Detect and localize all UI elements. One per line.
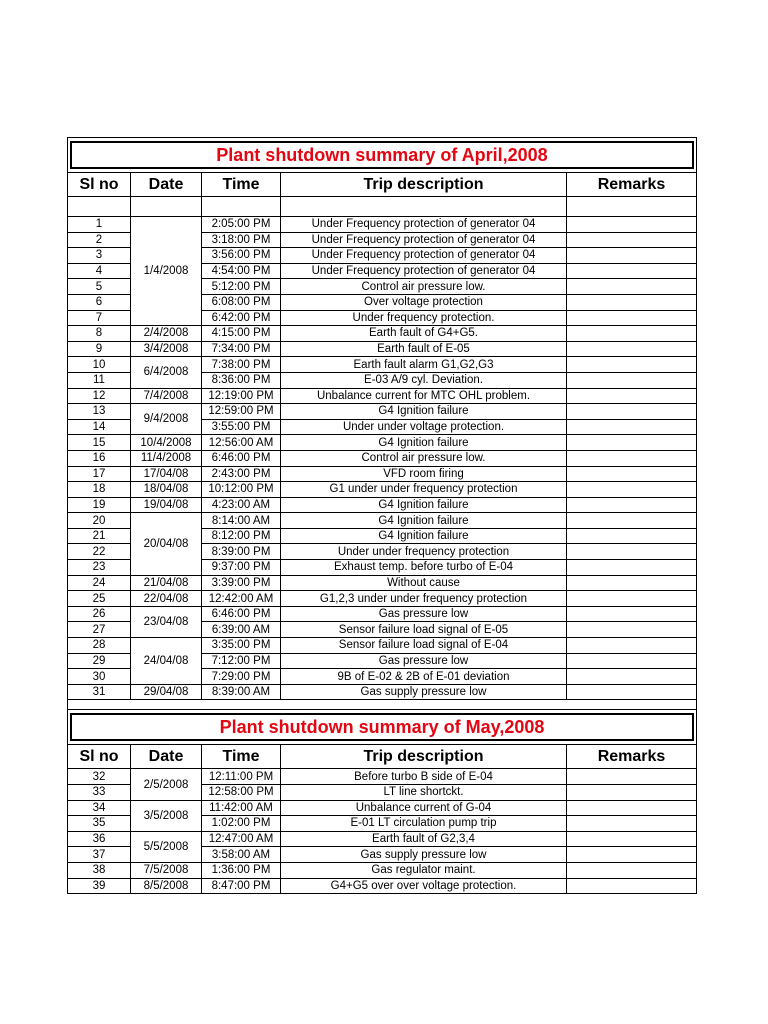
time-cell: 3:35:00 PM bbox=[202, 638, 281, 654]
date-cell: 23/04/08 bbox=[131, 606, 202, 637]
trip-description-cell: Unbalance current for MTC OHL problem. bbox=[281, 388, 567, 404]
time-cell: 7:38:00 PM bbox=[202, 357, 281, 373]
remarks-cell bbox=[567, 785, 697, 801]
table-row bbox=[68, 404, 697, 420]
sl-no-cell: 7 bbox=[68, 310, 131, 326]
remarks-cell bbox=[567, 294, 697, 310]
column-header-trip-description: Trip description bbox=[281, 745, 567, 769]
sl-no-cell: 18 bbox=[68, 482, 131, 498]
trip-description-cell: Gas pressure low bbox=[281, 606, 567, 622]
trip-description-cell: Under frequency protection. bbox=[281, 310, 567, 326]
date-cell: 22/04/08 bbox=[131, 591, 202, 607]
trip-description-cell: G4 Ignition failure bbox=[281, 435, 567, 451]
table-row bbox=[68, 606, 697, 622]
trip-description-cell: Gas pressure low bbox=[281, 653, 567, 669]
column-header-row bbox=[68, 745, 697, 769]
section-gap-row bbox=[68, 700, 697, 710]
sl-no-cell: 28 bbox=[68, 638, 131, 654]
table-row bbox=[68, 575, 697, 591]
time-cell: 7:29:00 PM bbox=[202, 669, 281, 685]
remarks-cell bbox=[567, 769, 697, 785]
table-row bbox=[68, 217, 697, 233]
sl-no-cell: 24 bbox=[68, 575, 131, 591]
table-row bbox=[68, 513, 697, 529]
column-header-sl-no: Sl no bbox=[68, 173, 131, 197]
sl-no-cell: 15 bbox=[68, 435, 131, 451]
sl-no-cell: 4 bbox=[68, 263, 131, 279]
time-cell: 8:14:00 AM bbox=[202, 513, 281, 529]
time-cell: 8:47:00 PM bbox=[202, 878, 281, 894]
column-header-remarks: Remarks bbox=[567, 173, 697, 197]
table-row bbox=[68, 466, 697, 482]
time-cell: 3:18:00 PM bbox=[202, 232, 281, 248]
sl-no-cell: 2 bbox=[68, 232, 131, 248]
date-cell: 19/04/08 bbox=[131, 497, 202, 513]
section-title: Plant shutdown summary of April,2008 bbox=[216, 145, 548, 165]
remarks-cell bbox=[567, 622, 697, 638]
remarks-cell bbox=[567, 800, 697, 816]
section-title-row bbox=[68, 138, 697, 173]
time-cell: 4:23:00 AM bbox=[202, 497, 281, 513]
sl-no-cell: 5 bbox=[68, 279, 131, 295]
spacer-row bbox=[68, 197, 697, 217]
time-cell: 9:37:00 PM bbox=[202, 560, 281, 576]
trip-description-cell: Gas supply pressure low bbox=[281, 684, 567, 700]
date-cell: 9/4/2008 bbox=[131, 404, 202, 435]
date-cell: 8/5/2008 bbox=[131, 878, 202, 894]
trip-description-cell: G1,2,3 under under frequency protection bbox=[281, 591, 567, 607]
date-cell: 5/5/2008 bbox=[131, 831, 202, 862]
time-cell: 7:34:00 PM bbox=[202, 341, 281, 357]
table-row bbox=[68, 769, 697, 785]
sl-no-cell: 19 bbox=[68, 497, 131, 513]
sl-no-cell: 6 bbox=[68, 294, 131, 310]
trip-description-cell: G4 Ignition failure bbox=[281, 513, 567, 529]
table-row bbox=[68, 497, 697, 513]
time-cell: 8:12:00 PM bbox=[202, 528, 281, 544]
remarks-cell bbox=[567, 847, 697, 863]
date-cell: 3/5/2008 bbox=[131, 800, 202, 831]
spacer-cell bbox=[567, 197, 697, 217]
table-row bbox=[68, 862, 697, 878]
trip-description-cell: Without cause bbox=[281, 575, 567, 591]
table-row bbox=[68, 482, 697, 498]
column-header-time: Time bbox=[202, 745, 281, 769]
time-cell: 12:19:00 PM bbox=[202, 388, 281, 404]
trip-description-cell: Control air pressure low. bbox=[281, 450, 567, 466]
trip-description-cell: Gas regulator maint. bbox=[281, 862, 567, 878]
sl-no-cell: 11 bbox=[68, 372, 131, 388]
sl-no-cell: 38 bbox=[68, 862, 131, 878]
remarks-cell bbox=[567, 388, 697, 404]
remarks-cell bbox=[567, 544, 697, 560]
trip-description-cell: Control air pressure low. bbox=[281, 279, 567, 295]
trip-description-cell: E-03 A/9 cyl. Deviation. bbox=[281, 372, 567, 388]
trip-description-cell: Under Frequency protection of generator 04 bbox=[281, 248, 567, 264]
sl-no-cell: 12 bbox=[68, 388, 131, 404]
section-title-box bbox=[70, 713, 694, 741]
remarks-cell bbox=[567, 513, 697, 529]
column-header-trip-description: Trip description bbox=[281, 173, 567, 197]
column-header-time: Time bbox=[202, 173, 281, 197]
sl-no-cell: 9 bbox=[68, 341, 131, 357]
time-cell: 6:46:00 PM bbox=[202, 606, 281, 622]
sl-no-cell: 22 bbox=[68, 544, 131, 560]
time-cell: 8:39:00 PM bbox=[202, 544, 281, 560]
sl-no-cell: 33 bbox=[68, 785, 131, 801]
sl-no-cell: 13 bbox=[68, 404, 131, 420]
time-cell: 12:11:00 PM bbox=[202, 769, 281, 785]
sl-no-cell: 30 bbox=[68, 669, 131, 685]
sl-no-cell: 34 bbox=[68, 800, 131, 816]
time-cell: 5:12:00 PM bbox=[202, 279, 281, 295]
remarks-cell bbox=[567, 404, 697, 420]
date-cell: 3/4/2008 bbox=[131, 341, 202, 357]
time-cell: 7:12:00 PM bbox=[202, 653, 281, 669]
trip-description-cell: E-01 LT circulation pump trip bbox=[281, 816, 567, 832]
date-cell: 1/4/2008 bbox=[131, 217, 202, 326]
time-cell: 6:46:00 PM bbox=[202, 450, 281, 466]
time-cell: 3:56:00 PM bbox=[202, 248, 281, 264]
remarks-cell bbox=[567, 310, 697, 326]
trip-description-cell: LT line shortckt. bbox=[281, 785, 567, 801]
shutdown-table bbox=[67, 137, 697, 894]
date-cell: 24/04/08 bbox=[131, 638, 202, 685]
shutdown-table-body bbox=[68, 138, 697, 894]
sl-no-cell: 17 bbox=[68, 466, 131, 482]
sl-no-cell: 27 bbox=[68, 622, 131, 638]
trip-description-cell: G4 Ignition failure bbox=[281, 404, 567, 420]
remarks-cell bbox=[567, 435, 697, 451]
table-row bbox=[68, 357, 697, 373]
trip-description-cell: Gas supply pressure low bbox=[281, 847, 567, 863]
sl-no-cell: 23 bbox=[68, 560, 131, 576]
sl-no-cell: 39 bbox=[68, 878, 131, 894]
shutdown-summary-sheet bbox=[67, 137, 696, 894]
trip-description-cell: Under Frequency protection of generator 04 bbox=[281, 232, 567, 248]
time-cell: 12:42:00 AM bbox=[202, 591, 281, 607]
trip-description-cell: Earth fault of G4+G5. bbox=[281, 326, 567, 342]
table-row bbox=[68, 878, 697, 894]
trip-description-cell: Sensor failure load signal of E-05 bbox=[281, 622, 567, 638]
sl-no-cell: 14 bbox=[68, 419, 131, 435]
column-header-sl-no: Sl no bbox=[68, 745, 131, 769]
time-cell: 6:39:00 AM bbox=[202, 622, 281, 638]
trip-description-cell: G4 Ignition failure bbox=[281, 497, 567, 513]
time-cell: 11:42:00 AM bbox=[202, 800, 281, 816]
table-row bbox=[68, 831, 697, 847]
trip-description-cell: 9B of E-02 & 2B of E-01 deviation bbox=[281, 669, 567, 685]
remarks-cell bbox=[567, 528, 697, 544]
remarks-cell bbox=[567, 263, 697, 279]
remarks-cell bbox=[567, 669, 697, 685]
remarks-cell bbox=[567, 372, 697, 388]
remarks-cell bbox=[567, 232, 697, 248]
remarks-cell bbox=[567, 466, 697, 482]
remarks-cell bbox=[567, 217, 697, 233]
sl-no-cell: 37 bbox=[68, 847, 131, 863]
table-row bbox=[68, 591, 697, 607]
trip-description-cell: Earth fault alarm G1,G2,G3 bbox=[281, 357, 567, 373]
date-cell: 21/04/08 bbox=[131, 575, 202, 591]
section-title-cell bbox=[68, 710, 697, 745]
remarks-cell bbox=[567, 862, 697, 878]
date-cell: 6/4/2008 bbox=[131, 357, 202, 388]
remarks-cell bbox=[567, 560, 697, 576]
date-cell: 2/4/2008 bbox=[131, 326, 202, 342]
date-cell: 11/4/2008 bbox=[131, 450, 202, 466]
sl-no-cell: 25 bbox=[68, 591, 131, 607]
trip-description-cell: Under under voltage protection. bbox=[281, 419, 567, 435]
sl-no-cell: 29 bbox=[68, 653, 131, 669]
time-cell: 3:58:00 AM bbox=[202, 847, 281, 863]
time-cell: 12:47:00 AM bbox=[202, 831, 281, 847]
sl-no-cell: 10 bbox=[68, 357, 131, 373]
date-cell: 17/04/08 bbox=[131, 466, 202, 482]
remarks-cell bbox=[567, 497, 697, 513]
time-cell: 3:39:00 PM bbox=[202, 575, 281, 591]
trip-description-cell: Before turbo B side of E-04 bbox=[281, 769, 567, 785]
time-cell: 6:08:00 PM bbox=[202, 294, 281, 310]
remarks-cell bbox=[567, 450, 697, 466]
spacer-cell bbox=[131, 197, 202, 217]
time-cell: 1:02:00 PM bbox=[202, 816, 281, 832]
spacer-cell bbox=[202, 197, 281, 217]
time-cell: 1:36:00 PM bbox=[202, 862, 281, 878]
time-cell: 4:15:00 PM bbox=[202, 326, 281, 342]
section-title-row bbox=[68, 710, 697, 745]
column-header-remarks: Remarks bbox=[567, 745, 697, 769]
remarks-cell bbox=[567, 878, 697, 894]
table-row bbox=[68, 388, 697, 404]
date-cell: 18/04/08 bbox=[131, 482, 202, 498]
remarks-cell bbox=[567, 279, 697, 295]
trip-description-cell: G1 under under frequency protection bbox=[281, 482, 567, 498]
sl-no-cell: 35 bbox=[68, 816, 131, 832]
remarks-cell bbox=[567, 575, 697, 591]
remarks-cell bbox=[567, 341, 697, 357]
time-cell: 12:58:00 PM bbox=[202, 785, 281, 801]
time-cell: 4:54:00 PM bbox=[202, 263, 281, 279]
date-cell: 10/4/2008 bbox=[131, 435, 202, 451]
date-cell: 29/04/08 bbox=[131, 684, 202, 700]
section-title-box bbox=[70, 141, 694, 169]
column-header-row bbox=[68, 173, 697, 197]
trip-description-cell: Earth fault of G2,3,4 bbox=[281, 831, 567, 847]
sl-no-cell: 21 bbox=[68, 528, 131, 544]
remarks-cell bbox=[567, 248, 697, 264]
table-row bbox=[68, 800, 697, 816]
time-cell: 2:43:00 PM bbox=[202, 466, 281, 482]
table-row bbox=[68, 341, 697, 357]
date-cell: 7/5/2008 bbox=[131, 862, 202, 878]
table-row bbox=[68, 638, 697, 654]
sl-no-cell: 32 bbox=[68, 769, 131, 785]
trip-description-cell: Unbalance current of G-04 bbox=[281, 800, 567, 816]
trip-description-cell: Sensor failure load signal of E-04 bbox=[281, 638, 567, 654]
table-row bbox=[68, 326, 697, 342]
date-cell: 7/4/2008 bbox=[131, 388, 202, 404]
remarks-cell bbox=[567, 591, 697, 607]
column-header-date: Date bbox=[131, 173, 202, 197]
remarks-cell bbox=[567, 684, 697, 700]
sl-no-cell: 26 bbox=[68, 606, 131, 622]
sl-no-cell: 36 bbox=[68, 831, 131, 847]
trip-description-cell: Under Frequency protection of generator 04 bbox=[281, 263, 567, 279]
section-title: Plant shutdown summary of May,2008 bbox=[219, 717, 545, 738]
remarks-cell bbox=[567, 831, 697, 847]
time-cell: 8:39:00 AM bbox=[202, 684, 281, 700]
trip-description-cell: Over voltage protection bbox=[281, 294, 567, 310]
sl-no-cell: 8 bbox=[68, 326, 131, 342]
sl-no-cell: 20 bbox=[68, 513, 131, 529]
remarks-cell bbox=[567, 653, 697, 669]
date-cell: 2/5/2008 bbox=[131, 769, 202, 800]
sl-no-cell: 16 bbox=[68, 450, 131, 466]
remarks-cell bbox=[567, 638, 697, 654]
table-row bbox=[68, 450, 697, 466]
trip-description-cell: Under Frequency protection of generator 04 bbox=[281, 217, 567, 233]
time-cell: 12:56:00 AM bbox=[202, 435, 281, 451]
trip-description-cell: Exhaust temp. before turbo of E-04 bbox=[281, 560, 567, 576]
remarks-cell bbox=[567, 419, 697, 435]
remarks-cell bbox=[567, 606, 697, 622]
time-cell: 10:12:00 PM bbox=[202, 482, 281, 498]
remarks-cell bbox=[567, 482, 697, 498]
table-row bbox=[68, 684, 697, 700]
time-cell: 2:05:00 PM bbox=[202, 217, 281, 233]
trip-description-cell: Under under frequency protection bbox=[281, 544, 567, 560]
time-cell: 3:55:00 PM bbox=[202, 419, 281, 435]
date-cell: 20/04/08 bbox=[131, 513, 202, 575]
sl-no-cell: 1 bbox=[68, 217, 131, 233]
trip-description-cell: VFD room firing bbox=[281, 466, 567, 482]
spacer-cell bbox=[281, 197, 567, 217]
sl-no-cell: 3 bbox=[68, 248, 131, 264]
trip-description-cell: G4 Ignition failure bbox=[281, 528, 567, 544]
section-gap-cell bbox=[68, 700, 697, 710]
trip-description-cell: G4+G5 over over voltage protection. bbox=[281, 878, 567, 894]
spacer-cell bbox=[68, 197, 131, 217]
time-cell: 12:59:00 PM bbox=[202, 404, 281, 420]
remarks-cell bbox=[567, 326, 697, 342]
time-cell: 6:42:00 PM bbox=[202, 310, 281, 326]
table-row bbox=[68, 435, 697, 451]
sl-no-cell: 31 bbox=[68, 684, 131, 700]
section-title-cell bbox=[68, 138, 697, 173]
remarks-cell bbox=[567, 816, 697, 832]
trip-description-cell: Earth fault of E-05 bbox=[281, 341, 567, 357]
remarks-cell bbox=[567, 357, 697, 373]
time-cell: 8:36:00 PM bbox=[202, 372, 281, 388]
column-header-date: Date bbox=[131, 745, 202, 769]
